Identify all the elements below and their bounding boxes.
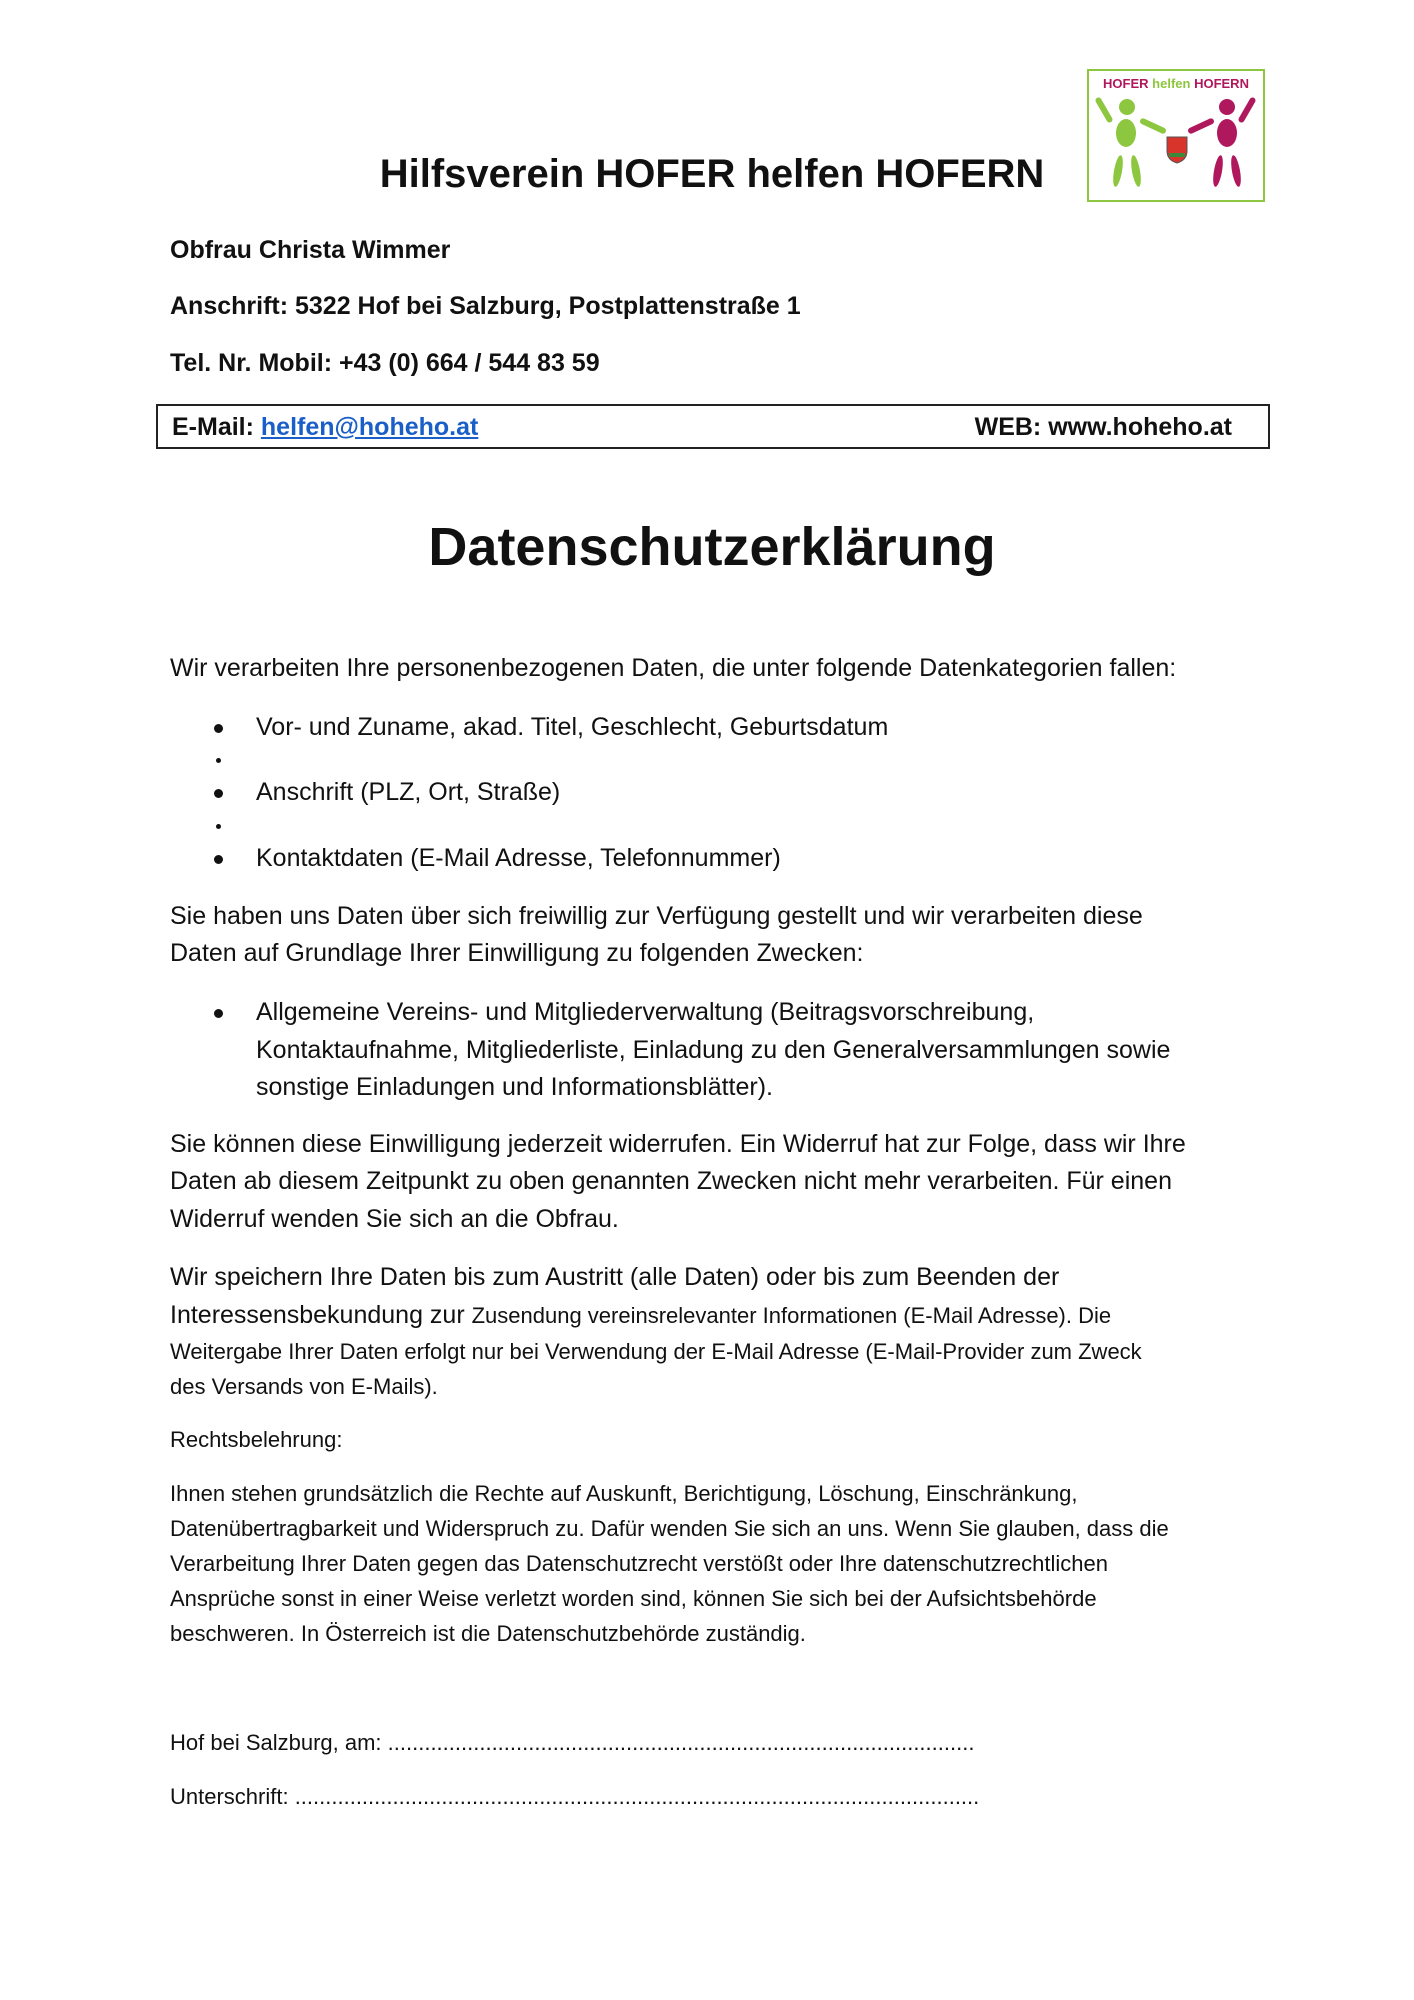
legal-text: Ihnen stehen grundsätzlich die Rechte auf Auskunft, Berichtigung, Löschung, Einschränkung, bbox=[170, 1481, 1078, 1506]
legal-text: beschweren. In Österreich ist die Datenschutzbehörde zuständig. bbox=[170, 1621, 806, 1646]
chair-name: Obfrau Christa Wimmer bbox=[170, 236, 451, 264]
bullet-icon bbox=[214, 1009, 223, 1018]
purpose-item: Kontaktaufnahme, Mitgliederliste, Einladung zu den Generalversammlungen sowie bbox=[256, 1036, 1171, 1064]
place-date-field[interactable]: Hof bei Salzburg, am: ................................................................................................ bbox=[170, 1730, 975, 1755]
category-item: Vor- und Zuname, akad. Titel, Geschlecht, Geburtsdatum bbox=[256, 713, 889, 741]
logo-figures-icon bbox=[1089, 71, 1263, 200]
category-item: Kontaktdaten (E-Mail Adresse, Telefonnummer) bbox=[256, 844, 781, 872]
storage-text-part: Interessensbekundung zur bbox=[170, 1301, 472, 1329]
signature-field[interactable]: Unterschrift: ................................................................................................................ bbox=[170, 1784, 980, 1809]
website: WEB: www.hoheho.at bbox=[974, 413, 1232, 441]
storage-text: Wir speichern Ihre Daten bis zum Austritt (alle Daten) oder bis zum Beenden der bbox=[170, 1263, 1060, 1291]
intro-text: Wir verarbeiten Ihre personenbezogenen Daten, die unter folgende Datenkategorien fallen: bbox=[170, 654, 1177, 682]
storage-text: des Versands von E-Mails). bbox=[170, 1374, 438, 1399]
legal-text: Datenübertragbarkeit und Widerspruch zu. Dafür wenden Sie sich an uns. Wenn Sie glauben, dass die bbox=[170, 1516, 1169, 1541]
phone: Tel. Nr. Mobil: +43 (0) 664 / 544 83 59 bbox=[170, 349, 600, 377]
email-row bbox=[172, 413, 478, 442]
category-item: Anschrift (PLZ, Ort, Straße) bbox=[256, 778, 561, 806]
bullet-icon bbox=[214, 789, 223, 798]
organization-logo bbox=[1087, 69, 1265, 202]
address: Anschrift: 5322 Hof bei Salzburg, Postplattenstraße 1 bbox=[170, 292, 801, 320]
legal-text: Ansprüche sonst in einer Weise verletzt worden sind, können Sie sich bei der Aufsichtsbehörde bbox=[170, 1586, 1097, 1611]
revoke-text: Sie können diese Einwilligung jederzeit widerrufen. Ein Widerruf hat zur Folge, dass wir Ihre bbox=[170, 1130, 1186, 1158]
purpose-text: Daten auf Grundlage Ihrer Einwilligung zu folgenden Zwecken: bbox=[170, 939, 864, 967]
revoke-text: Widerruf wenden Sie sich an die Obfrau. bbox=[170, 1205, 619, 1233]
organization-title: Hilfsverein HOFER helfen HOFERN bbox=[379, 152, 1045, 196]
legal-heading: Rechtsbelehrung: bbox=[170, 1427, 343, 1452]
bullet-icon bbox=[214, 855, 223, 864]
contact-box bbox=[156, 404, 1270, 449]
email-label: E-Mail: bbox=[172, 413, 261, 441]
purpose-item: Allgemeine Vereins- und Mitgliederverwaltung (Beitragsvorschreibung, bbox=[256, 998, 1035, 1026]
storage-text: Weitergabe Ihrer Daten erfolgt nur bei Verwendung der E-Mail Adresse (E-Mail-Provider zum Zweck bbox=[170, 1339, 1142, 1364]
bullet-icon bbox=[216, 824, 221, 829]
storage-text-part: Zusendung vereinsrelevanter Informationen (E-Mail Adresse). Die bbox=[471, 1303, 1112, 1328]
document-heading: Datenschutzerklärung bbox=[428, 517, 996, 577]
bullet-icon bbox=[216, 758, 221, 763]
bullet-icon bbox=[214, 724, 223, 733]
email-link[interactable]: helfen@hoheho.at bbox=[260, 413, 479, 441]
svg-text:HOFER helfen HOFERN: HOFER helfen HOFERN bbox=[1103, 76, 1249, 91]
purpose-item: sonstige Einladungen und Informationsblätter). bbox=[256, 1073, 773, 1101]
purpose-text: Sie haben uns Daten über sich freiwillig zur Verfügung gestellt und wir verarbeiten diese bbox=[170, 902, 1143, 930]
revoke-text: Daten ab diesem Zeitpunkt zu oben genannten Zwecken nicht mehr verarbeiten. Für einen bbox=[170, 1167, 1172, 1195]
storage-text bbox=[170, 1301, 1111, 1330]
legal-text: Verarbeitung Ihrer Daten gegen das Datenschutzrecht verstößt oder Ihre datenschutzrechtlichen bbox=[170, 1551, 1108, 1576]
